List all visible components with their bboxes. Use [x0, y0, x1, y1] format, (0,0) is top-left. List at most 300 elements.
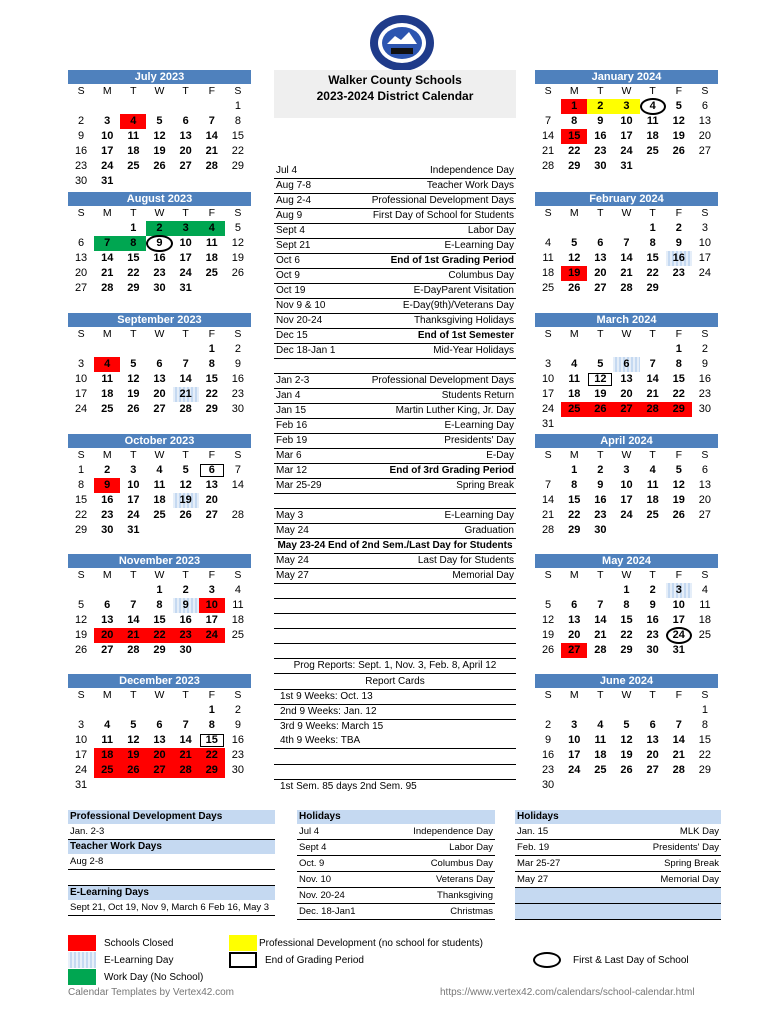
day-cell: 2 [104, 464, 111, 476]
holiday-date: Feb. 19 [517, 842, 550, 853]
event-row [274, 419, 516, 434]
day-cell [120, 703, 146, 718]
event-date: Aug 9 [276, 210, 303, 221]
weekday-header [68, 688, 251, 703]
week-row [68, 174, 251, 189]
weekday-header [68, 568, 251, 583]
event-row [274, 554, 516, 569]
day-cell [561, 417, 587, 432]
week-row [535, 114, 718, 129]
day-cell: 27 [146, 763, 172, 778]
holiday-name: Columbus Day [430, 858, 493, 869]
day-cell: 25 [101, 403, 114, 415]
day-cell: 7 [545, 115, 552, 127]
footer-credit[interactable]: Calendar Templates by Vertex42.com [68, 987, 235, 998]
weekday-label: S [544, 207, 552, 219]
holiday-date: Dec. 18-Jan1 [299, 906, 356, 917]
legend-label: E-Learning Day [104, 954, 174, 966]
day-cell: 11 [127, 130, 140, 142]
holiday-row [515, 872, 721, 888]
month-title: August 2023 [68, 192, 251, 206]
weekday-label: M [569, 449, 579, 461]
day-cell: 9 [234, 719, 241, 731]
weekday-label: M [102, 85, 112, 97]
day-cell: 19 [74, 629, 88, 641]
event-name: Students Return [441, 390, 514, 401]
day-cell: 13 [101, 614, 114, 626]
event-date [274, 644, 334, 658]
day-cell: 5 [623, 719, 630, 731]
week-row [535, 523, 718, 538]
week-row [68, 99, 251, 114]
day-cell: 19 [127, 388, 140, 400]
event-date: Aug 2-4 [276, 195, 312, 206]
weekday-label: S [701, 449, 709, 461]
week-row [68, 493, 251, 508]
day-cell: 4 [156, 464, 163, 476]
day-cell: 5 [78, 599, 85, 611]
week-row [535, 159, 718, 174]
event-name [334, 629, 516, 643]
day-cell: 9 [649, 599, 656, 611]
day-cell [587, 221, 613, 236]
day-cell: 9 [146, 236, 172, 251]
event-name: Memorial Day [452, 570, 514, 581]
day-cell: 25 [127, 160, 140, 172]
day-cell: 3 [545, 358, 552, 370]
day-cell: 24 [101, 160, 114, 172]
eogp-swatch [229, 952, 257, 968]
day-cell: 26 [587, 402, 613, 417]
day-cell: 7 [208, 115, 215, 127]
calendar-title-block [274, 70, 516, 118]
weekday-label: T [649, 449, 656, 461]
day-cell: 10 [620, 479, 633, 491]
day-cell: 27 [561, 643, 587, 658]
week-row [535, 613, 718, 628]
day-cell: 2 [78, 115, 85, 127]
day-cell: 26 [620, 764, 633, 776]
holiday-date: Oct. 9 [299, 858, 325, 869]
event-date: Sept 21 [276, 240, 311, 251]
event-row [274, 344, 516, 359]
day-cell [146, 778, 172, 793]
day-cell: 23 [153, 267, 166, 279]
day-cell [173, 174, 199, 189]
day-cell: 9 [173, 598, 199, 613]
event-name: Martin Luther King, Jr. Day [395, 405, 514, 416]
day-cell: 23 [672, 267, 685, 279]
week-row [68, 281, 251, 296]
day-cell: 27 [646, 764, 659, 776]
event-date [274, 599, 334, 613]
weekday-label: T [182, 689, 189, 701]
footer-url[interactable]: https://www.vertex42.com/calendars/school-calendar.html [440, 987, 695, 998]
day-cell: 9 [597, 479, 604, 491]
box-row [68, 870, 275, 886]
day-cell [173, 778, 199, 793]
event-row [274, 569, 516, 584]
day-cell: 3 [78, 358, 85, 370]
weekday-label: W [621, 449, 632, 461]
day-cell: 3 [666, 583, 692, 598]
day-cell: 12 [127, 373, 140, 385]
day-cell: 8 [208, 719, 215, 731]
week-row [68, 251, 251, 266]
event-row [274, 164, 516, 179]
day-cell: 14 [179, 734, 192, 746]
day-cell: 18 [205, 252, 218, 264]
holiday-row [515, 856, 721, 872]
day-cell: 20 [179, 145, 192, 157]
day-cell: 30 [231, 764, 245, 776]
weekday-label: T [182, 569, 189, 581]
weekday-label: S [77, 449, 85, 461]
event-row [274, 314, 516, 329]
weekday-label: T [130, 85, 137, 97]
event-row [274, 449, 516, 464]
day-cell: 10 [698, 237, 712, 249]
day-cell: 13 [153, 734, 166, 746]
day-cell: 10 [199, 598, 225, 613]
day-cell: 12 [541, 614, 555, 626]
day-cell: 28 [101, 282, 114, 294]
day-cell: 7 [94, 236, 120, 251]
weekday-label: T [597, 689, 604, 701]
week-row [68, 508, 251, 523]
day-cell [613, 778, 639, 793]
event-name: Mid-Year Holidays [433, 345, 514, 356]
day-cell: 31 [541, 418, 555, 430]
day-cell [535, 463, 561, 478]
weekday-label: T [130, 328, 137, 340]
day-cell: 31 [179, 282, 192, 294]
day-cell: 29 [698, 764, 712, 776]
day-cell [561, 703, 587, 718]
legend-label: First & Last Day of School [573, 954, 689, 966]
day-cell: 25 [646, 145, 659, 157]
weekday-label: S [234, 569, 242, 581]
day-cell: 7 [234, 464, 241, 476]
day-cell: 3 [701, 222, 708, 234]
weekday-label: W [154, 689, 165, 701]
weekday-label: T [649, 328, 656, 340]
day-cell: 16 [541, 749, 555, 761]
semester-days-row [274, 780, 516, 795]
week-row [68, 357, 251, 372]
event-date: Jan 15 [276, 405, 307, 416]
event-name: Graduation [464, 525, 514, 536]
week-row [68, 703, 251, 718]
report-card-week: 4th 9 Weeks: TBA [280, 735, 361, 746]
day-cell [640, 159, 666, 174]
weekday-label: T [649, 85, 656, 97]
day-cell: 29 [568, 524, 581, 536]
day-cell: 4 [649, 464, 656, 476]
day-cell [666, 778, 692, 793]
weekday-label: S [544, 85, 552, 97]
day-cell [587, 703, 613, 718]
day-cell: 3 [613, 99, 639, 114]
day-cell: 2 [587, 99, 613, 114]
event-date: Nov 20-24 [276, 315, 323, 326]
day-cell: 20 [74, 267, 88, 279]
day-cell: 21 [541, 145, 555, 157]
day-cell: 9 [78, 130, 85, 142]
weekday-header [535, 448, 718, 463]
day-cell [225, 778, 251, 793]
day-cell [94, 221, 120, 236]
day-cell: 22 [568, 509, 581, 521]
weekday-label: S [77, 85, 85, 97]
event-row [274, 584, 516, 599]
event-date: Nov 9 & 10 [276, 300, 326, 311]
event-date [274, 614, 334, 628]
weekday-label: F [208, 689, 215, 701]
circle-icon [533, 952, 561, 968]
event-row [274, 464, 516, 479]
event-name: Teacher Work Days [426, 180, 514, 191]
event-name: End of 1st Semester [417, 330, 514, 341]
event-date: Aug 7-8 [276, 180, 312, 191]
day-cell [199, 643, 225, 658]
week-row [68, 613, 251, 628]
week-row [68, 342, 251, 357]
day-cell [666, 523, 692, 538]
week-row [535, 718, 718, 733]
day-cell [535, 342, 561, 357]
weekday-label: T [182, 85, 189, 97]
day-cell [640, 778, 666, 793]
weekday-label: W [621, 569, 632, 581]
day-cell: 1 [78, 464, 85, 476]
district-name: Walker County Schools [328, 73, 462, 87]
day-cell: 24 [127, 509, 140, 521]
event-row [274, 599, 516, 614]
day-cell: 31 [672, 644, 685, 656]
day-cell: 13 [698, 479, 712, 491]
day-cell: 30 [101, 524, 114, 536]
day-cell: 6 [597, 237, 604, 249]
day-cell: 5 [130, 358, 137, 370]
professional-development-box [68, 810, 275, 916]
box-title: E-Learning Days [68, 886, 275, 900]
day-cell: 11 [101, 734, 114, 746]
day-cell [146, 703, 172, 718]
day-cell: 16 [594, 130, 607, 142]
event-date: Dec 15 [276, 330, 308, 341]
day-cell: 24 [74, 764, 88, 776]
day-cell: 23 [698, 388, 712, 400]
weekday-label: M [102, 689, 112, 701]
event-row [274, 254, 516, 269]
month-title: June 2024 [535, 674, 718, 688]
week-row [68, 748, 251, 763]
day-cell [120, 778, 146, 793]
day-cell [94, 778, 120, 793]
holiday-name: Labor Day [449, 842, 493, 853]
day-cell: 12 [672, 479, 685, 491]
weekday-label: S [234, 689, 242, 701]
day-cell: 24 [620, 509, 633, 521]
day-cell: 12 [568, 252, 581, 264]
day-cell [68, 99, 94, 114]
holiday-name: Presidents' Day [652, 842, 719, 853]
month-title: October 2023 [68, 434, 251, 448]
week-row [68, 628, 251, 643]
week-row [535, 402, 718, 417]
blank-row [515, 904, 721, 920]
day-cell: 23 [594, 145, 607, 157]
box-title: Professional Development Days [68, 810, 275, 824]
weekday-label: W [154, 569, 165, 581]
elearn-swatch [68, 952, 96, 968]
weekday-label: F [208, 85, 215, 97]
weekday-header [535, 688, 718, 703]
day-cell: 13 [620, 373, 633, 385]
weekday-label: T [182, 207, 189, 219]
day-cell: 19 [620, 749, 633, 761]
day-cell: 10 [541, 373, 555, 385]
day-cell [173, 703, 199, 718]
week-row [68, 159, 251, 174]
day-cell: 27 [613, 402, 639, 417]
event-name: E-Learning Day [444, 510, 514, 521]
holiday-row [515, 840, 721, 856]
holiday-row [515, 824, 721, 840]
day-cell: 15 [698, 734, 712, 746]
day-cell [68, 583, 94, 598]
day-cell: 9 [234, 358, 241, 370]
week-row [535, 281, 718, 296]
month-calendar [535, 192, 718, 296]
report-card-week: 2nd 9 Weeks: Jan. 12 [280, 706, 377, 717]
day-cell: 23 [646, 629, 659, 641]
day-cell: 29 [199, 763, 225, 778]
weekday-label: M [569, 569, 579, 581]
day-cell: 5 [597, 358, 604, 370]
day-cell: 15 [231, 130, 245, 142]
day-cell: 1 [701, 704, 708, 716]
day-cell [173, 342, 199, 357]
day-cell [225, 523, 251, 538]
week-row [535, 99, 718, 114]
day-cell: 12 [672, 115, 685, 127]
day-cell: 12 [620, 734, 633, 746]
day-cell: 12 [74, 614, 88, 626]
report-card-row [274, 690, 516, 705]
weekday-header [535, 206, 718, 221]
weekday-label: W [154, 328, 165, 340]
holidays-box-fall [297, 810, 495, 920]
event-date: May 24 [276, 525, 309, 536]
week-row [535, 733, 718, 748]
weekday-label: S [701, 689, 709, 701]
month-title: May 2024 [535, 554, 718, 568]
day-cell: 2 [234, 343, 241, 355]
event-name: E-Learning Day [444, 420, 514, 431]
day-cell: 14 [541, 494, 555, 506]
day-cell: 8 [234, 115, 241, 127]
day-cell: 30 [153, 282, 166, 294]
event-row [274, 389, 516, 404]
day-cell: 19 [231, 252, 245, 264]
event-name: Professional Development Days [371, 195, 514, 206]
day-cell: 26 [672, 509, 685, 521]
day-cell [692, 281, 718, 296]
day-cell: 27 [179, 160, 192, 172]
box-row [68, 824, 275, 840]
week-row [535, 417, 718, 432]
day-cell [692, 523, 718, 538]
weekday-label: W [621, 207, 632, 219]
day-cell: 12 [587, 372, 613, 387]
day-cell: 14 [646, 373, 659, 385]
day-cell: 20 [698, 130, 712, 142]
event-date: May 27 [276, 570, 309, 581]
day-cell: 8 [156, 599, 163, 611]
day-cell: 26 [179, 509, 192, 521]
weekday-label: S [701, 207, 709, 219]
progress-reports-row [274, 659, 516, 674]
day-cell: 28 [672, 764, 685, 776]
day-cell: 25 [698, 629, 712, 641]
day-cell: 2 [545, 719, 552, 731]
week-row [68, 266, 251, 281]
day-cell: 22 [231, 145, 245, 157]
month-calendar [68, 70, 251, 189]
week-row [535, 251, 718, 266]
month-calendar [68, 192, 251, 296]
day-cell [561, 342, 587, 357]
week-row [535, 643, 718, 658]
day-cell: 6 [701, 464, 708, 476]
day-cell: 20 [205, 494, 218, 506]
day-cell: 1 [649, 222, 656, 234]
week-row [68, 778, 251, 793]
day-cell: 25 [153, 509, 166, 521]
day-cell: 6 [156, 358, 163, 370]
day-cell [199, 281, 225, 296]
day-cell [199, 778, 225, 793]
month-title: September 2023 [68, 313, 251, 327]
day-cell: 27 [205, 509, 218, 521]
week-row [535, 493, 718, 508]
box-value: Aug 2-8 [70, 856, 104, 867]
weekday-label: M [569, 207, 579, 219]
day-cell: 10 [672, 599, 685, 611]
day-cell: 27 [101, 644, 114, 656]
event-row [274, 404, 516, 419]
day-cell: 16 [594, 494, 607, 506]
day-cell: 26 [120, 763, 146, 778]
day-cell: 21 [205, 145, 218, 157]
day-cell [640, 342, 666, 357]
weekday-header [68, 327, 251, 342]
weekday-label: T [130, 569, 137, 581]
day-cell: 14 [179, 373, 192, 385]
day-cell: 12 [179, 479, 192, 491]
event-row [274, 224, 516, 239]
week-row [535, 129, 718, 144]
day-cell [120, 174, 146, 189]
weekday-label: F [208, 449, 215, 461]
blank-row [274, 765, 516, 780]
day-cell: 13 [153, 373, 166, 385]
day-cell: 24 [698, 267, 712, 279]
event-name: E-DayParent Visitation [413, 285, 514, 296]
weekday-label: F [208, 569, 215, 581]
